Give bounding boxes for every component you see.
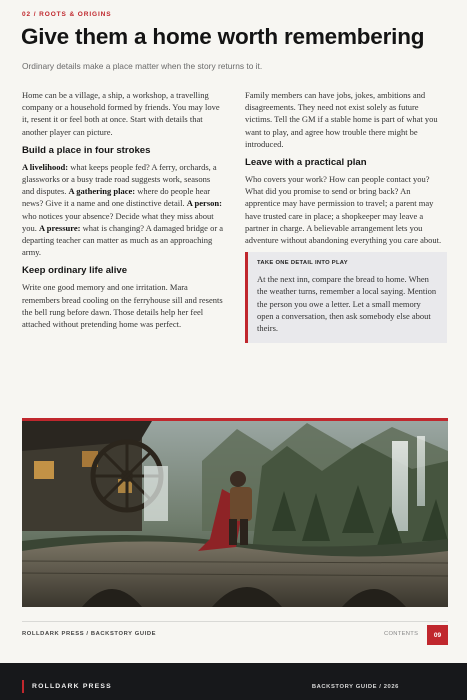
page-subtitle: Ordinary details make a place matter when the story returns to it.	[22, 61, 263, 71]
section-kicker: 02 / ROOTS & ORIGINS	[22, 11, 112, 18]
stroke-livelihood-text: what keeps people fed? A ferry, orchards, a glassworks or a busy trade road suggests work, seasons and disputes.	[22, 161, 217, 197]
left-column	[22, 89, 224, 336]
callout-body: At the next inn, compare the bread to home. When the weather turns, remember a local saying. Mention the person you owe a letter. Let a small memory open a conversation, then ask somebody else about theirs.	[257, 274, 437, 334]
practical-plan-heading: Leave with a practical plan	[245, 157, 367, 169]
right-column	[245, 89, 447, 343]
stroke-person-label: A person:	[186, 198, 222, 209]
stroke-pressure-label: A pressure:	[39, 222, 81, 233]
stroke-person-text: who notices your absence? Decide what they miss about you.	[22, 210, 214, 233]
illustration-traveller-on-bridge	[22, 418, 448, 607]
bottom-bar-guide: BACKSTORY GUIDE / 2026	[311, 684, 399, 690]
stroke-gathering-text: where do people hear news? Give it a name and one distinctive detail.	[22, 186, 211, 209]
stroke-gathering-label: A gathering place:	[68, 186, 136, 197]
bottom-bar	[0, 663, 467, 700]
ordinary-life-heading: Keep ordinary life alive	[22, 265, 128, 277]
page-title: Give them a home worth remembering	[21, 24, 425, 49]
page-number-badge: 09	[427, 625, 448, 645]
footer-divider	[22, 621, 448, 622]
detail-callout	[245, 252, 447, 343]
footer-publication: ROLLDARK PRESS / BACKSTORY GUIDE	[22, 631, 157, 637]
four-strokes-paragraph	[22, 161, 224, 259]
right-intro-paragraph: Family members can have jobs, jokes, ambitions and disagreements. They need not exist solely as future victims. Tell the GM if a stable home is part of what you want to play, and agree how trouble there might be introduced.	[245, 90, 438, 149]
illustration-artwork	[22, 421, 448, 607]
contents-link[interactable]: CONTENTS	[384, 631, 419, 637]
bottom-bar-brand: ROLLDARK PRESS	[32, 683, 112, 690]
ordinary-life-paragraph: Write one good memory and one irritation. Mara remembers bread cooling on the ferryhouse sill and resents the bell rung before dawn. Those details help her feel attached without pretending home was perfect.	[22, 282, 223, 330]
practical-plan-paragraph: Who covers your work? How can people contact you? What did you promise to send or bring back? An apprentice may have permission to travel; a parent may have trusted care in place; a shopkeeper may leave a partner in charge. A believable arrangement lets you adventure without abandoning everything you care about.	[245, 174, 442, 246]
four-strokes-heading: Build a place in four strokes	[22, 144, 151, 156]
bottom-bar-accent	[22, 680, 24, 693]
stroke-livelihood-label: A livelihood:	[22, 161, 69, 172]
stroke-pressure-text: what is changing? A damaged bridge or a departing teacher can matter as much as an approaching army.	[22, 222, 224, 258]
callout-title: TAKE ONE DETAIL INTO PLAY	[257, 260, 348, 267]
left-intro-paragraph: Home can be a village, a ship, a workshop, a travelling company or a household formed by friends. You may love it, resent it or feel both at once. Start with details that another player can picture.	[22, 90, 220, 137]
